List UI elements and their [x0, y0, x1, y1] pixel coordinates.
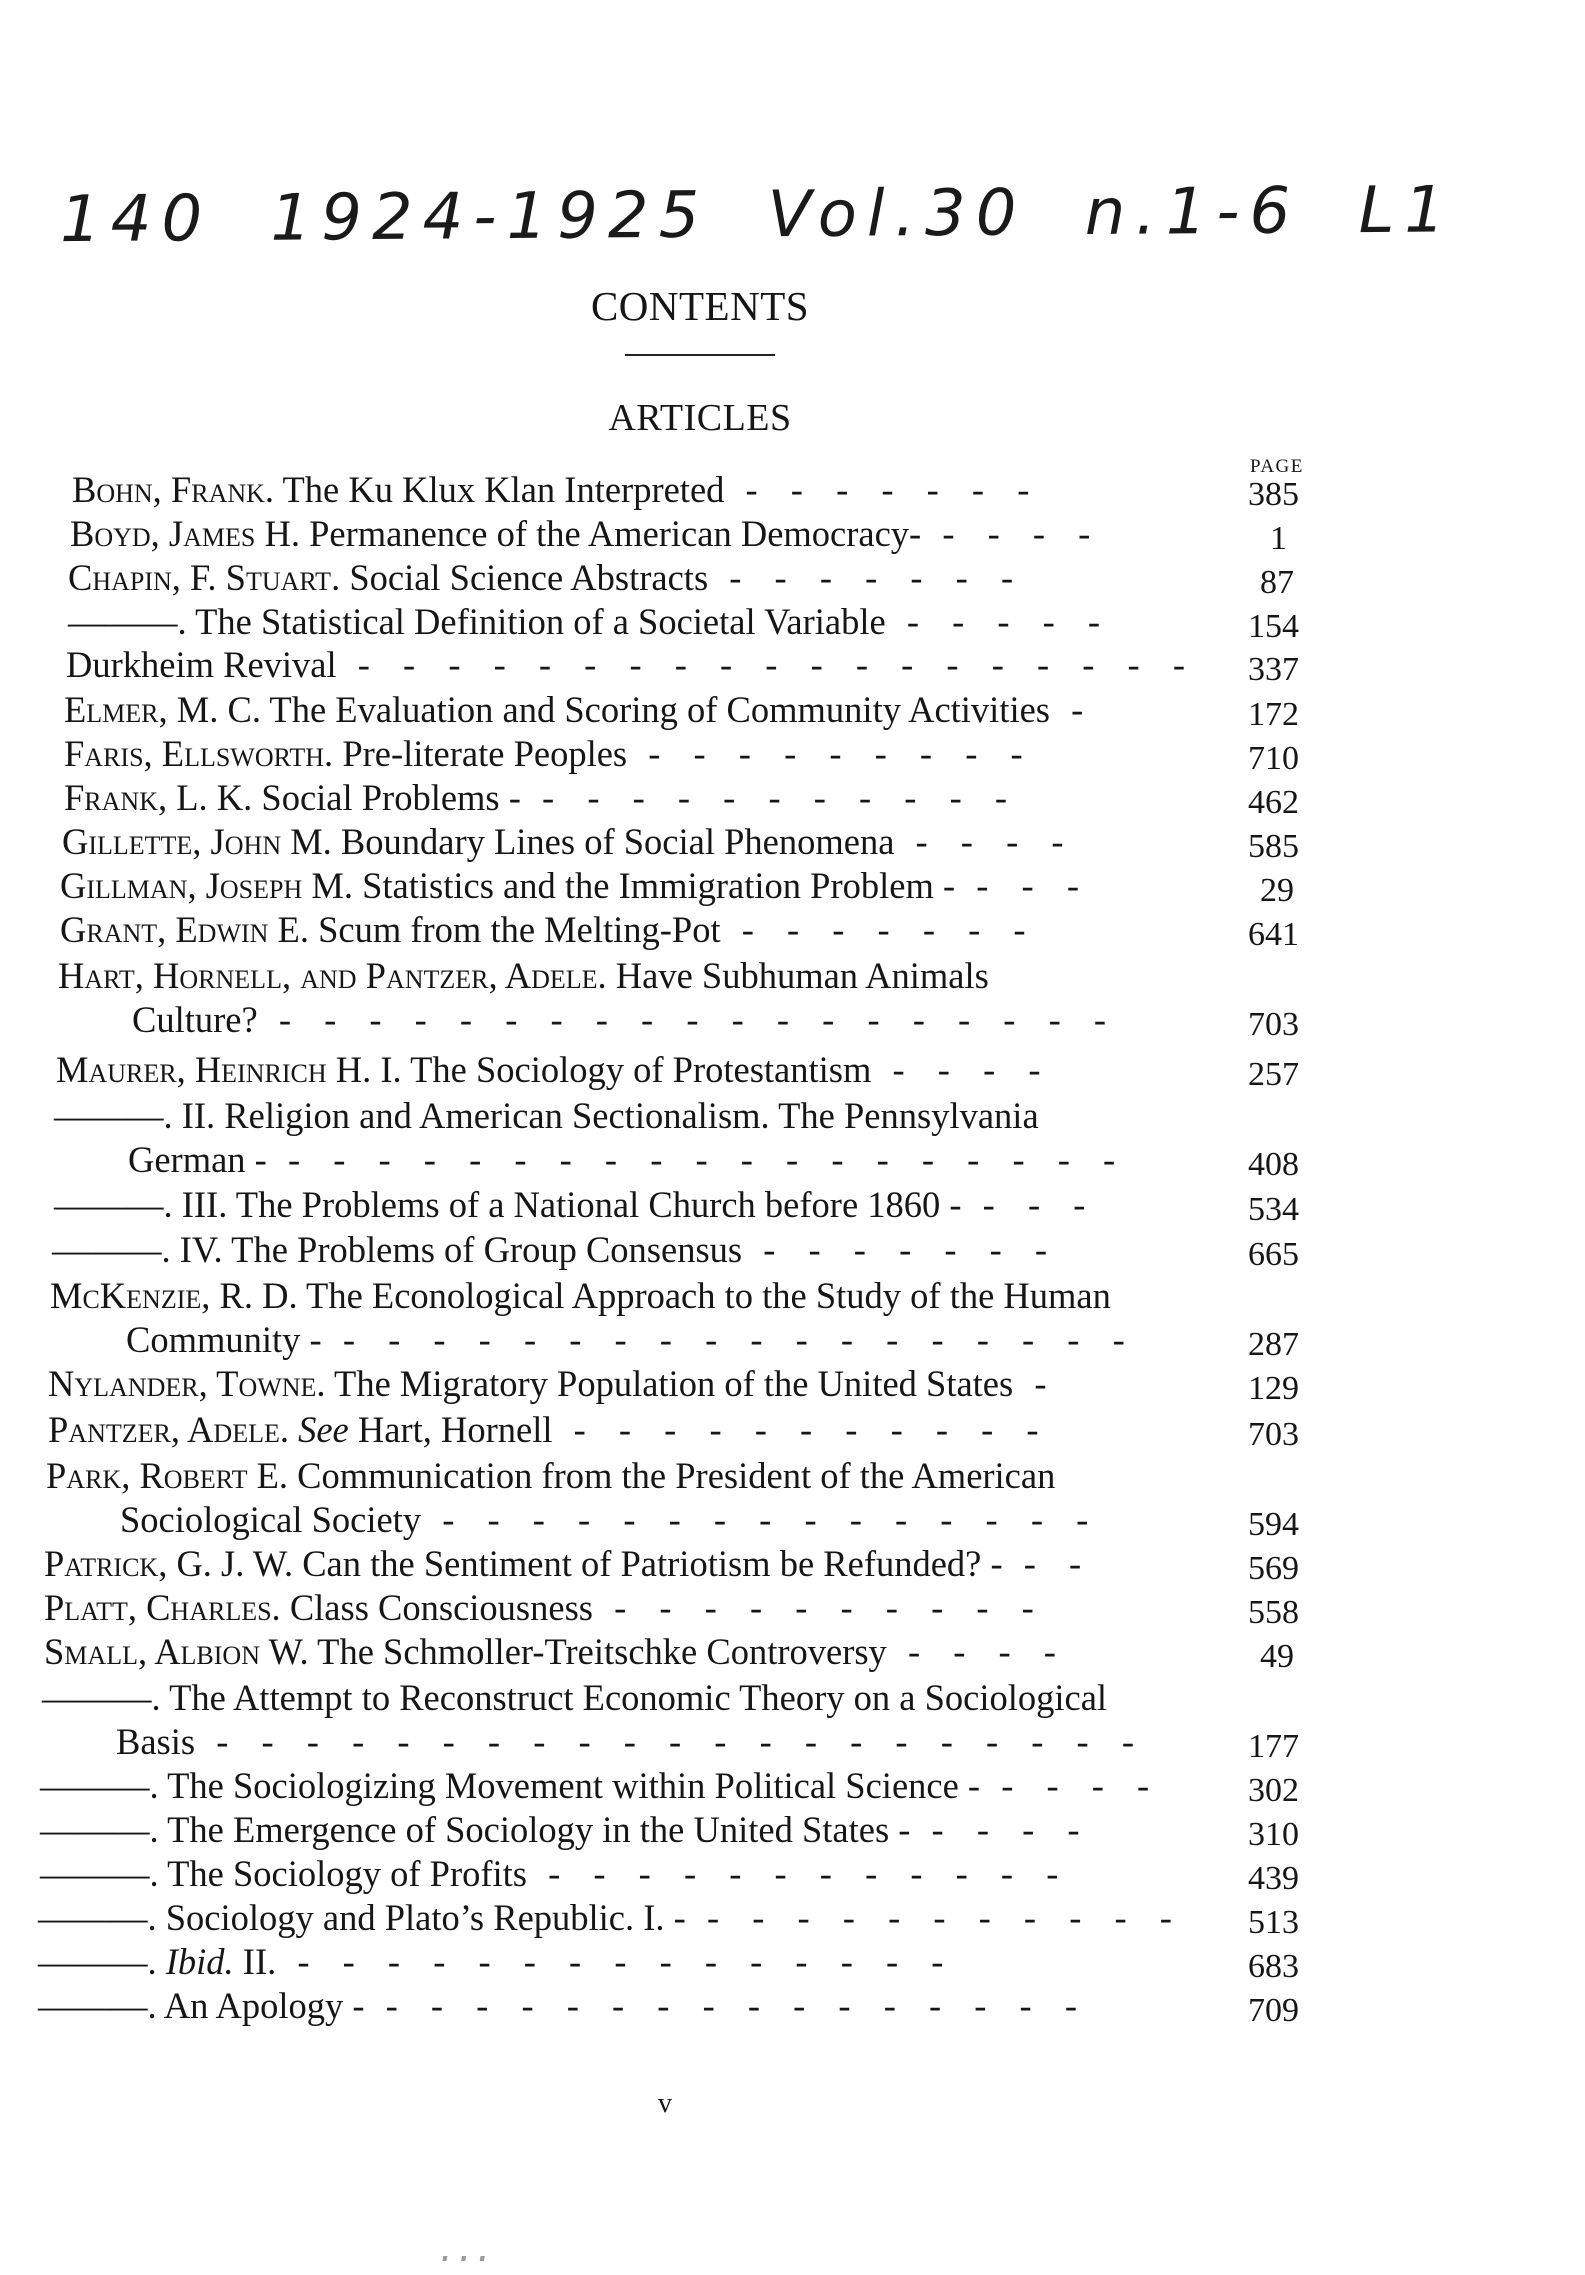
entry-author: ———.: [38, 1941, 157, 1982]
contents-entry: [60, 864, 1091, 908]
entry-page-number: 129: [1248, 1370, 1299, 1407]
entry-title: The Evaluation and Scoring of Community Activities: [260, 689, 1050, 730]
entry-page-number: 287: [1248, 1326, 1299, 1363]
entry-author: Boyd, James H.: [70, 513, 300, 554]
contents-entry: [60, 908, 1038, 952]
entry-page-number: 683: [1248, 1948, 1299, 1985]
contents-entry: [46, 1454, 1055, 1498]
entry-author: Patrick, G. J. W.: [44, 1543, 294, 1584]
entry-title: Social Problems -: [252, 777, 521, 818]
dot-leader: - - - - - - - - - - - -: [527, 1853, 1071, 1894]
entry-title: Sociology and Plato’s Republic. I. -: [156, 1897, 686, 1938]
entry-page-number: 154: [1248, 608, 1299, 645]
entry-author: Gillette, John M.: [62, 821, 332, 862]
contents-entry: [70, 512, 1102, 556]
entry-title: II.: [233, 1941, 277, 1982]
contents-entry: [56, 1048, 1053, 1092]
dot-leader: - - - -: [871, 1049, 1053, 1090]
contents-entry: [64, 688, 1095, 732]
entry-page-number: 462: [1248, 784, 1299, 821]
entry-title: The Ku Klux Klan Interpreted: [274, 469, 725, 510]
dot-leader: - - -: [955, 865, 1091, 906]
entry-page-number: 408: [1248, 1146, 1299, 1183]
entry-page-number: 665: [1248, 1236, 1299, 1273]
entry-title: The Sociologizing Movement within Political Science -: [158, 1765, 981, 1806]
dot-leader: - - - -: [910, 1809, 1092, 1850]
dot-leader: -: [1050, 689, 1096, 730]
entry-author: Small, Albion W.: [44, 1631, 309, 1672]
dot-leader: - - - - - - -: [724, 469, 1042, 510]
contents-entry: [52, 1228, 1059, 1272]
contents-entry: [64, 732, 1035, 776]
entry-title: Hart, Hornell: [348, 1409, 553, 1450]
entry-page-number: 534: [1248, 1191, 1299, 1228]
entry-title: Boundary Lines of Social Phenomena: [331, 821, 895, 862]
dot-leader: - - - -: [980, 1765, 1162, 1806]
entry-author: ———.: [42, 1677, 161, 1718]
entry-title: The Statistical Definition of a Societal Variable: [186, 601, 886, 642]
entry-title-continuation: Community -: [126, 1319, 322, 1360]
entry-title: Permanence of the American Democracy-: [299, 513, 922, 554]
entry-title: The Attempt to Reconstruct Economic Theory on a Sociological: [160, 1677, 1108, 1718]
dot-leader: - - - - - - - - - - -: [552, 1409, 1051, 1450]
dot-leader: - - - - -: [885, 601, 1113, 642]
contents-entry-continuation: [128, 1138, 1127, 1182]
entry-title: Communication from the President of the American: [288, 1455, 1056, 1496]
entry-title-italic: See: [288, 1409, 349, 1450]
entry-author: ———.: [54, 1184, 173, 1225]
entry-title: Statistics and the Immigration Problem -: [352, 865, 956, 906]
entry-title: Have Subhuman Animals: [606, 955, 989, 996]
entry-author: Platt, Charles.: [44, 1587, 281, 1628]
contents-entry: [68, 600, 1112, 644]
entry-author: Bohn, Frank.: [72, 469, 275, 510]
entry-author: ———.: [38, 1897, 157, 1938]
footer-page-number: v: [658, 2088, 672, 2119]
contents-entry: [40, 1764, 1161, 1808]
contents-entry: [38, 1984, 1089, 2028]
entry-author: Maurer, Heinrich H.: [56, 1049, 372, 1090]
entry-title: I. The Sociology of Protestantism: [371, 1049, 872, 1090]
entry-author: Gillman, Joseph M.: [60, 865, 353, 906]
entry-author: ———.: [40, 1765, 159, 1806]
contents-entry: [66, 643, 1197, 687]
entry-page-number: 29: [1260, 872, 1294, 909]
contents-entry: [54, 1183, 1097, 1227]
contents-entry: [64, 776, 1019, 820]
library-stamp: ...: [440, 2225, 497, 2271]
entry-page-number: 558: [1248, 1594, 1299, 1631]
dot-leader: - - - - - - -: [708, 557, 1026, 598]
contents-entry-continuation: [116, 1720, 1146, 1764]
entry-page-number: 257: [1248, 1056, 1299, 1093]
contents-entry: [40, 1852, 1070, 1896]
dot-leader: - - - - - - - - - - - - - - - -: [364, 1985, 1089, 2026]
contents-entry: [54, 1094, 1039, 1138]
contents-entry: [38, 1940, 955, 1984]
entry-title: III. The Problems of a National Church before 1860 -: [172, 1184, 962, 1225]
dot-leader: - -: [1002, 1543, 1094, 1584]
entry-page-number: 1: [1270, 520, 1287, 557]
entry-title: The Migratory Population of the United States: [325, 1363, 1014, 1404]
contents-entry: [44, 1586, 1046, 1630]
entry-title: The Schmoller-Treitschke Controversy: [308, 1631, 887, 1672]
entry-author: Faris, Ellsworth.: [64, 733, 334, 774]
entry-page-number: 594: [1248, 1506, 1299, 1543]
dot-leader: - - - -: [921, 513, 1103, 554]
entry-title: An Apology -: [156, 1985, 365, 2026]
entry-page-number: 49: [1260, 1638, 1294, 1675]
entry-author: ———.: [52, 1229, 171, 1270]
entry-author: Frank, L. K.: [64, 777, 253, 818]
entry-title: Durkheim Revival: [66, 644, 337, 685]
entry-title-continuation: Sociological Society: [120, 1499, 422, 1540]
contents-entry-continuation: [132, 998, 1118, 1042]
entry-author: Grant, Edwin E.: [60, 909, 309, 950]
dot-leader: - - -: [961, 1184, 1098, 1225]
contents-entry: [68, 556, 1025, 600]
contents-entry: [50, 1274, 1111, 1318]
entry-author: Chapin, F. Stuart.: [68, 557, 341, 598]
entry-author: Elmer, M. C.: [64, 689, 261, 730]
contents-entry: [44, 1630, 1068, 1674]
dot-leader: - - - - - - - - - - - - - - - - - - -: [266, 1139, 1128, 1180]
contents-entry: [40, 1808, 1092, 1852]
handwritten-call-number: 140 1924-1925 Vol.30 n.1-6 L1: [59, 173, 1456, 258]
entry-title: Can the Sentiment of Patriotism be Refunded? -: [293, 1543, 1003, 1584]
entry-author: McKenzie, R. D.: [50, 1275, 298, 1316]
entry-page-number: 87: [1260, 564, 1294, 601]
dot-leader: - - - -: [886, 1631, 1068, 1672]
entry-title: Pre-literate Peoples: [333, 733, 628, 774]
dot-leader: - - - - - - - - - -: [593, 1587, 1046, 1628]
entry-title: The Econological Approach to the Study of the Human: [297, 1275, 1111, 1316]
contents-entry: [62, 820, 1076, 864]
contents-entry: [38, 1896, 1184, 1940]
page-title: CONTENTS: [590, 283, 810, 329]
entry-page-number: 710: [1248, 740, 1299, 777]
entry-page-number: 385: [1248, 476, 1299, 513]
entry-title: The Emergence of Sociology in the United States -: [158, 1809, 911, 1850]
entry-page-number: 310: [1248, 1816, 1299, 1853]
entry-title-continuation: Basis: [116, 1721, 196, 1762]
entry-title: The Sociology of Profits: [158, 1853, 527, 1894]
entry-page-number: 703: [1248, 1006, 1299, 1043]
dot-leader: - - - - - - - - - - - - - - -: [276, 1941, 956, 1982]
dot-leader: - - - - - - - - - - - - - - - - - - - - -: [195, 1721, 1146, 1762]
entry-title: IV. The Problems of Group Consensus: [170, 1229, 743, 1270]
contents-entry: [42, 1676, 1107, 1720]
entry-page-number: 641: [1248, 916, 1299, 953]
dot-leader: - - - - - - -: [720, 909, 1038, 950]
dot-leader: - - - - - - - - - - -: [685, 1897, 1184, 1938]
dot-leader: - - - - - - -: [742, 1229, 1060, 1270]
contents-entry-continuation: [120, 1498, 1100, 1542]
dot-leader: - - - - - - - - - - -: [520, 777, 1019, 818]
entry-page-number: 513: [1248, 1904, 1299, 1941]
entry-page-number: 302: [1248, 1772, 1299, 1809]
entry-title: Social Science Abstracts: [340, 557, 709, 598]
entry-author: ———.: [68, 601, 187, 642]
entry-author: ———.: [54, 1095, 173, 1136]
entry-page-number: 439: [1248, 1860, 1299, 1897]
entry-page-number: 709: [1248, 1992, 1299, 2029]
entry-author: ———.: [40, 1809, 159, 1850]
entry-author: Hart, Hornell, and Pantzer, Adele.: [58, 955, 607, 996]
dot-leader: - - - - - - - - - - - - - - - - - - -: [336, 644, 1197, 685]
dot-leader: - - - -: [894, 821, 1076, 862]
dot-leader: - - - - - - - - - - - - - - -: [421, 1499, 1101, 1540]
entry-author: ———.: [38, 1985, 157, 2026]
contents-entry: [72, 468, 1041, 512]
entry-author: Pantzer, Adele.: [48, 1409, 289, 1450]
entry-author: Nylander, Towne.: [48, 1363, 326, 1404]
title-rule: [625, 354, 775, 356]
entry-title-continuation: German -: [128, 1139, 267, 1180]
contents-entry-continuation: [126, 1318, 1137, 1362]
entry-title: Class Consciousness: [280, 1587, 593, 1628]
entry-author: ———.: [40, 1853, 159, 1894]
entry-author: Park, Robert E.: [46, 1455, 288, 1496]
contents-entry: [48, 1408, 1051, 1452]
dot-leader: -: [1013, 1363, 1059, 1404]
page-column-header: PAGE: [1250, 456, 1304, 477]
dot-leader: - - - - - - - - - - - - - - - - - -: [321, 1319, 1137, 1360]
contents-entry: [44, 1542, 1093, 1586]
entry-title-continuation: Culture?: [132, 999, 258, 1040]
entry-title: Scum from the Melting-Pot: [308, 909, 721, 950]
contents-entry: [58, 954, 989, 998]
dot-leader: - - - - - - - - - - - - - - - - - - -: [257, 999, 1119, 1040]
entry-page-number: 569: [1248, 1550, 1299, 1587]
entry-page-number: 337: [1248, 651, 1299, 688]
entry-page-number: 177: [1248, 1728, 1299, 1765]
dot-leader: - - - - - - - - -: [627, 733, 1035, 774]
section-title: ARTICLES: [608, 397, 792, 439]
entry-page-number: 172: [1248, 696, 1299, 733]
entry-page-number: 585: [1248, 828, 1299, 865]
contents-entry: [48, 1362, 1059, 1406]
entry-page-number: 703: [1248, 1416, 1299, 1453]
entry-title: II. Religion and American Sectionalism. The Pennsylvania: [172, 1095, 1039, 1136]
entry-title-italic: Ibid.: [156, 1941, 234, 1982]
